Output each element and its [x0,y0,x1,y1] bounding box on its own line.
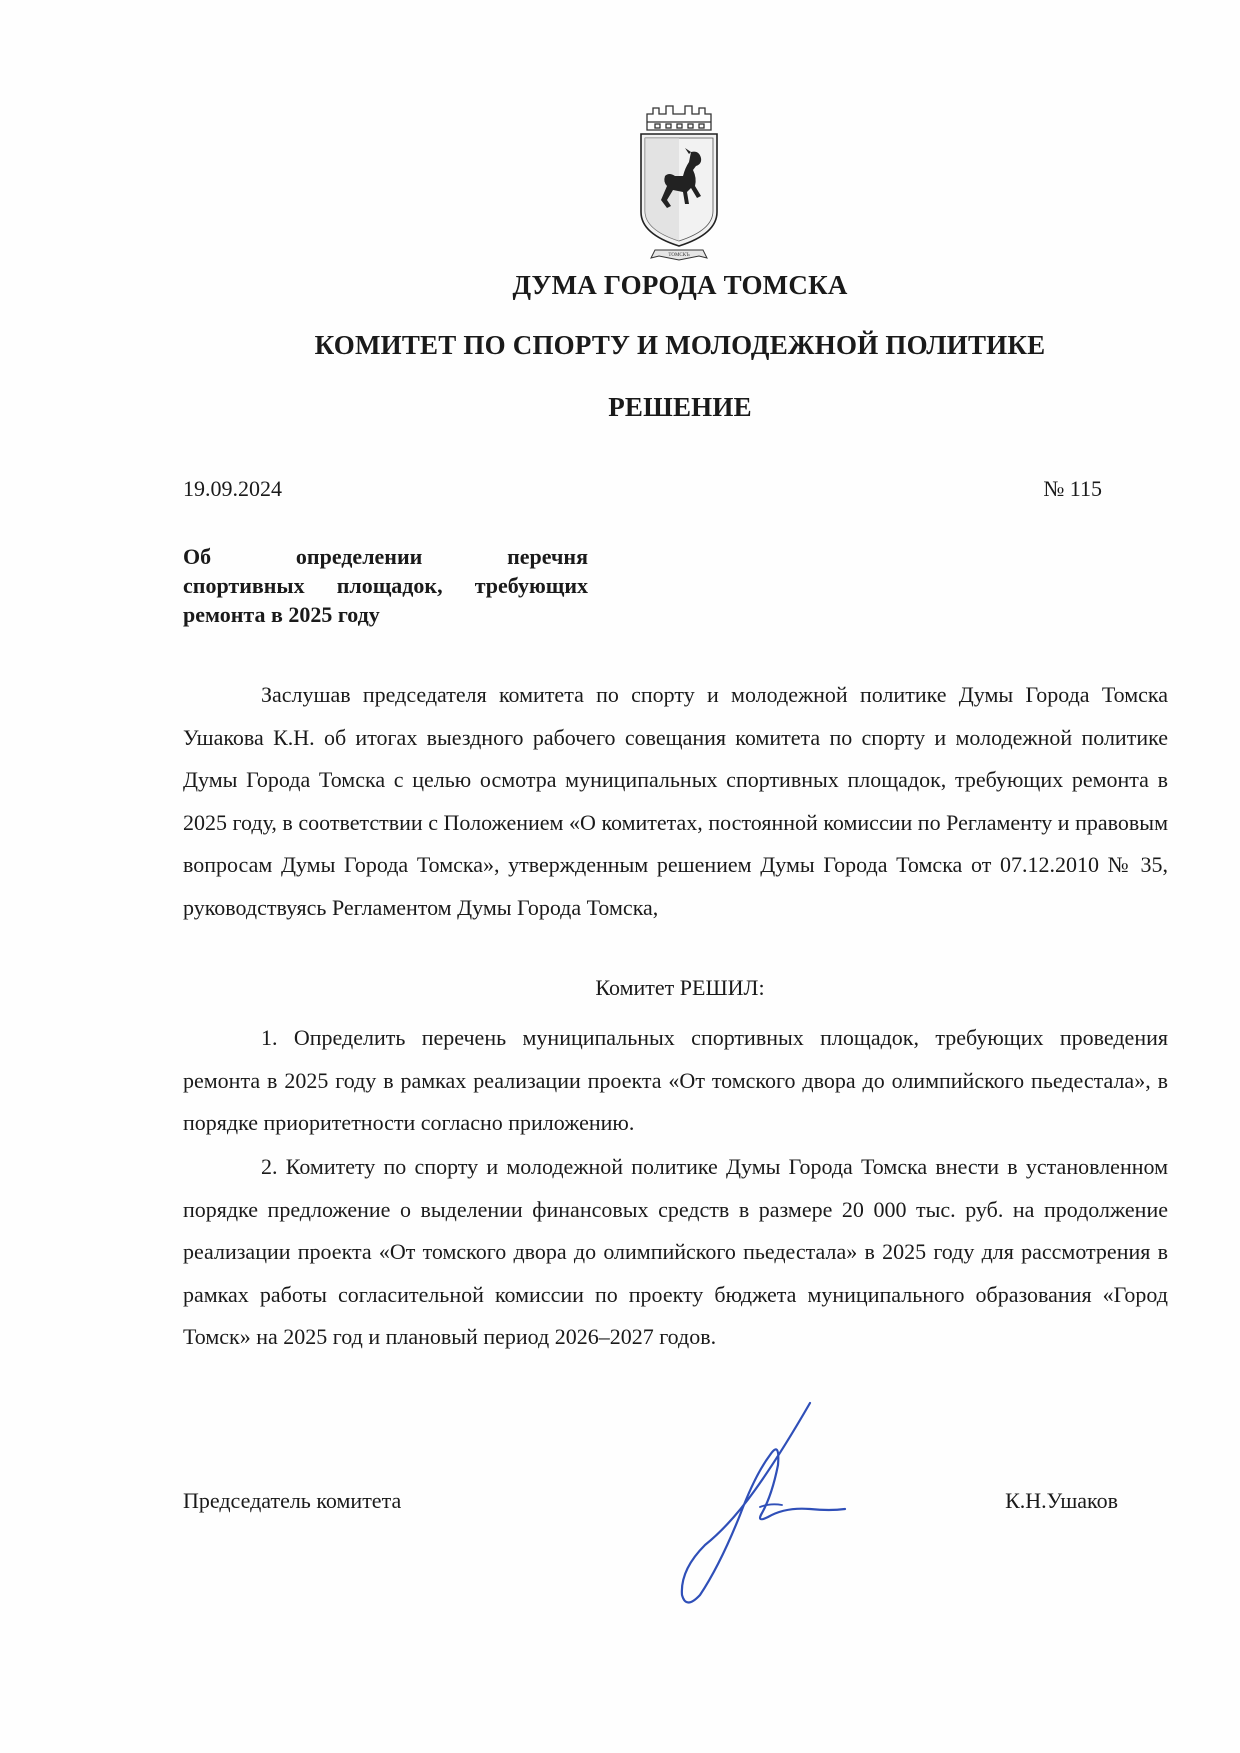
resolution-item-1: 1. Определить перечень муниципальных спортивных площадок, требующих проведения ремонта в 2025 году в рамках реализации проекта «От томского двора до олимпийского пьедестала», в порядке приоритетности согласно приложению. [183,1025,1168,1135]
handwritten-signature [660,1395,850,1610]
resolution-heading: Комитет РЕШИЛ: [595,975,765,1000]
signer-position: Председатель комитета [183,1488,402,1513]
subject-line: спортивных площадок, требующих [183,573,588,598]
svg-text:ТОМСКЪ: ТОМСКЪ [668,253,690,258]
city-coat-of-arms-icon [633,100,725,270]
organization-name: ДУМА ГОРОДА ТОМСКА [512,270,848,300]
document-subject [183,542,588,629]
committee-name: КОМИТЕТ ПО СПОРТУ И МОЛОДЕЖНОЙ ПОЛИТИКЕ [314,330,1046,360]
signer-name: К.Н.Ушаков [1005,1488,1118,1513]
subject-line: ремонта в 2025 году [183,602,380,627]
subject-line: Об определении перечня [183,544,588,569]
resolution-item-2: 2. Комитету по спорту и молодежной политике Думы Города Томска внести в установленном порядке предложение о выделении финансовых средств в размере 20 000 тыс. руб. на продолжение реализации проекта «От томского двора до олимпийского пьедестала» в 2025 году для рассмотрения в рамках работы согласительной комиссии по проекту бюджета муниципального образования «Город Томск» на 2025 год и плановый период 2026–2027 годов. [183,1154,1168,1349]
preamble-paragraph: Заслушав председателя комитета по спорту и молодежной политике Думы Города Томска Ушакова К.Н. об итогах выездного рабочего совещания комитета по спорту и молодежной политике Думы Города Томска с целью осмотра муниципальных спортивных площадок, требующих ремонта в 2025 году, в соответствии с Положением «О комитетах, постоянной комиссии по Регламенту и правовым вопросам Думы Города Томска», утвержденным решением Думы Города Томска от 07.12.2010 № 35, руководствуясь Регламентом Думы Города Томска, [183,682,1168,920]
document-type-title: РЕШЕНИЕ [608,392,752,422]
document-number: № 115 [1043,476,1102,501]
document-date: 19.09.2024 [183,476,282,501]
